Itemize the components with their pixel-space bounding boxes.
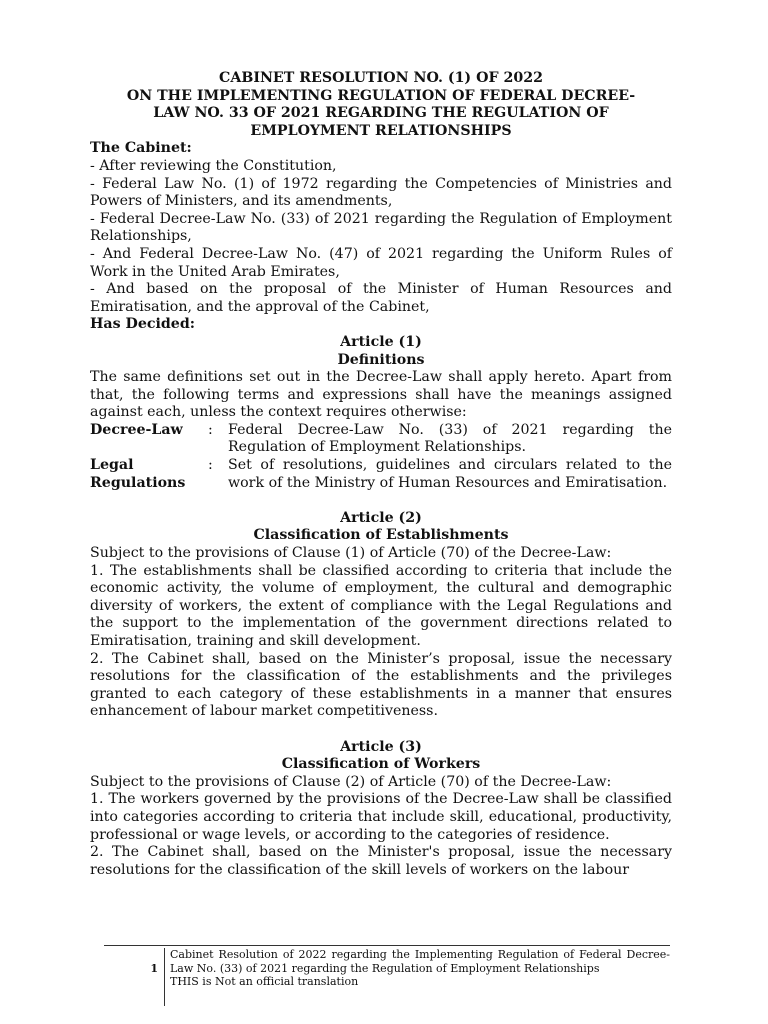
title-line-1: CABINET RESOLUTION NO. (1) OF 2022 [219,70,543,86]
article-2-clause: 2. The Cabinet shall, based on the Minister’s proposal, issue the necessary resolutions for the classification of the establishments and the privileges granted to each category of these establishments in a manner that ensures enhancement of labour market competitiveness. [90,650,672,720]
article-3-clause: 1. The workers governed by the provisions of the Decree-Law shall be classified into categories according to criteria that include skill, educational, productivity, professional or wage levels, or according to the categories of residence. [90,791,672,843]
article-1-number: Article (1) [340,333,422,350]
article-1-intro: The same definitions set out in the Decree-Law shall apply hereto. Apart from that, the following terms and expressions shall have the meanings assigned against each, unless the context requires otherwise: [90,369,672,421]
definition-text: Federal Decree-Law No. (33) of 2021 regarding the Regulation of Employment Relationships. [228,421,672,456]
title-line-3: LAW NO. 33 OF 2021 REGARDING THE REGULATION OF [153,105,609,122]
has-decided: Has Decided: [90,316,195,333]
preamble-heading: The Cabinet: [90,140,192,157]
page-content [90,70,672,879]
footer-text [170,948,670,1006]
footer-rule [104,945,670,946]
page-number: 1 [150,962,158,975]
definition-colon: : [208,457,213,474]
footer-line-2: THIS is Not an official translation [170,975,359,989]
footer-line-1: Cabinet Resolution of 2022 regarding the Implementing Regulation of Federal Decree-Law No. (33) of 2021 regarding the Regulation of Employment Relationships [170,948,670,975]
article-2-number: Article (2) [340,509,422,526]
title-line-2: ON THE IMPLEMENTING REGULATION OF FEDERAL DECREE- [126,87,636,104]
page-footer [104,948,670,1006]
definition-row [90,457,672,492]
article-1-heading: Definitions [337,351,425,368]
spacer [90,721,672,739]
definition-colon: : [208,421,213,438]
article-2-heading: Classification of Establishments [253,527,509,544]
footer-divider [164,948,165,1006]
document-title [90,70,672,140]
spacer [90,492,672,510]
article-3-heading: Classification of Workers [281,756,481,773]
article-2-intro: Subject to the provisions of Clause (1) of Article (70) of the Decree-Law: [90,545,612,562]
preamble-item: - After reviewing the Constitution, [90,157,337,174]
definition-row [90,422,672,457]
preamble-item: - And based on the proposal of the Minister of Human Resources and Emiratisation, and the approval of the Cabinet, [90,281,672,315]
definition-term: Decree-Law [90,421,183,438]
definition-text: Set of resolutions, guidelines and circulars related to the work of the Ministry of Human Resources and Emiratisation. [228,457,672,491]
preamble-item: - Federal Decree-Law No. (33) of 2021 regarding the Regulation of Employment Relationships, [90,210,672,245]
article-3-clause: 2. The Cabinet shall, based on the Minister's proposal, issue the necessary resolutions for the classification of the skill levels of workers on the labour [90,844,672,878]
article-3-number: Article (3) [340,738,422,755]
preamble-item: - And Federal Decree-Law No. (47) of 2021 regarding the Uniform Rules of Work in the United Arab Emirates, [90,245,672,280]
definitions-table [90,422,672,492]
article-3-intro: Subject to the provisions of Clause (2) of Article (70) of the Decree-Law: [90,773,612,790]
title-line-4: EMPLOYMENT RELATIONSHIPS [250,122,512,139]
article-2-clause: 1. The establishments shall be classified according to criteria that include the economic activity, the volume of employment, the cultural and demographic diversity of workers, the extent of compliance with the Legal Regulations and the support to the implementation of the government directions related to Emiratisation, training and skill development. [90,562,672,649]
preamble-item: - Federal Law No. (1) of 1972 regarding the Competencies of Ministries and Powers of Ministers, and its amendments, [90,175,672,210]
definition-term: Legal Regulations [90,457,186,491]
